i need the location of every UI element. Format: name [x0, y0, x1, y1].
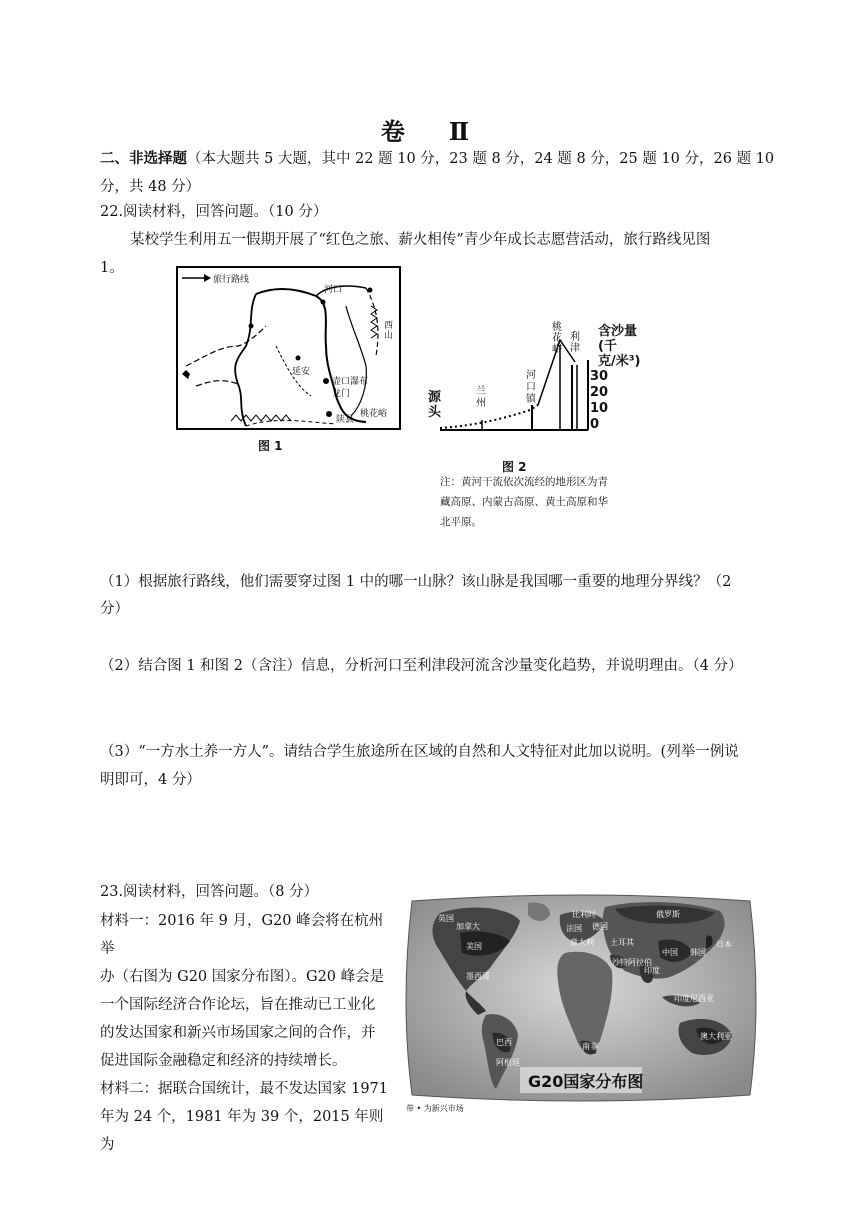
- country-label: 俄罗斯: [656, 910, 680, 919]
- fig2-note-line: 注：黄河干流依次流经的地形区为青: [440, 476, 608, 488]
- figure-2-sediment-profile: [420, 320, 650, 530]
- fig1-label-west-mountain: 西山: [384, 321, 394, 341]
- fig2-y-tick: 10: [590, 401, 609, 416]
- fig2-station-taohuayu: 桃花峪: [552, 322, 562, 355]
- country-label: 英国: [438, 914, 454, 923]
- country-label: 美国: [466, 942, 482, 951]
- fig2-station-lijin: 利津: [570, 332, 580, 354]
- fig2-y-tick: 0: [590, 417, 600, 432]
- fig2-station-source: 源头: [428, 390, 442, 420]
- q23-heading: 23.阅读材料，回答问题。（8 分）: [100, 884, 319, 900]
- q23-material-line: 材料一：2016 年 9 月，G20 峰会将在杭州举: [100, 913, 384, 957]
- fig2-note-line: 北平原。: [440, 516, 482, 528]
- g20-map-title: G20国家分布图: [528, 1072, 644, 1091]
- section-desc-line2: 分，共 48 分）: [100, 179, 201, 195]
- q22-sub3-line2: 明即可，4 分）: [100, 772, 201, 788]
- fig2-station-lanzhou: 兰州: [476, 386, 486, 409]
- fig1-label-hekou: 河口: [324, 285, 343, 295]
- country-label: 中国: [662, 948, 678, 957]
- country-label: 加拿大: [456, 922, 480, 931]
- country-label: 印度: [644, 966, 660, 975]
- q23-material-line: 的发达国家和新兴市场国家之间的合作，并: [100, 1025, 376, 1041]
- fig2-y-tick: 20: [590, 385, 609, 400]
- fig2-caption: 图 2: [502, 460, 527, 474]
- fig2-station-hekouzhen: 河口镇: [526, 370, 536, 405]
- country-label: 韩国: [690, 948, 706, 957]
- q23-material-text: [100, 907, 395, 1159]
- fig1-label-hukou: 壶口瀑布: [332, 377, 369, 387]
- country-label: 比利时: [572, 910, 596, 919]
- fig1-legend-label: 旅行路线: [213, 275, 250, 285]
- q22-heading: 22.阅读材料，回答问题。（10 分）: [100, 204, 328, 220]
- q23-material-line: 办（右图为 G20 国家分布图）。G20 峰会是: [100, 969, 385, 985]
- fig2-y-title-1: 含沙量(千: [598, 324, 638, 354]
- q22-sub1-line2: 分）: [100, 601, 129, 617]
- route-map-svg: [176, 266, 401, 452]
- q23-material-line: 一个国际经济合作论坛，旨在推动已工业化: [100, 997, 376, 1013]
- fig1-label-yanan: 延安: [292, 367, 311, 377]
- g20-world-map: [400, 893, 762, 1115]
- figure-1-route-map: [176, 266, 401, 452]
- g20-map-footnote: 带 • 为新兴市场: [406, 1104, 464, 1113]
- country-label: 墨西哥: [466, 972, 490, 981]
- section-heading: 二、非选择题: [100, 150, 187, 167]
- country-label: 印度尼西亚: [674, 994, 714, 1003]
- q22-sub3-line1: （3）“一方水土养一方人”。请结合学生旅途所在区域的自然和人文特征对此加以说明。(列举一例说: [100, 744, 739, 760]
- country-label: 日本: [716, 940, 732, 949]
- fig1-label-longmen: 龙门: [332, 389, 351, 399]
- q22-intro-line1: 某校学生利用五一假期开展了“红色之旅、薪火相传”青少年成长志愿营活动，旅行路线见图: [130, 232, 711, 248]
- country-label: 南非: [582, 1042, 598, 1051]
- country-label: 意大利: [570, 938, 594, 947]
- country-label: 阿根廷: [496, 1058, 520, 1067]
- fig1-label-taohuayu: 桃花峪: [360, 409, 388, 419]
- country-label: 沙特阿拉伯: [612, 958, 652, 967]
- q23-material-line: 年为 24 个，1981 年为 39 个，2015 年则为: [100, 1109, 384, 1153]
- page-title: 卷 Ⅱ: [380, 117, 480, 146]
- q22-sub2: （2）结合图 1 和图 2（含注）信息，分析河口至利津段河流含沙量变化趋势，并说明理由。（4 分）: [100, 658, 743, 674]
- q23-material-line: 促进国际金融稳定和经济的持续增长。: [100, 1053, 347, 1069]
- fig1-caption: 图 1: [258, 439, 283, 453]
- fig2-note-line: 藏高原、内蒙古高原、黄土高原和华: [440, 496, 608, 508]
- fig1-label-shanxian: 陕县: [336, 415, 355, 425]
- fig2-y-title-2: 克/米³): [598, 354, 641, 369]
- country-label: 澳大利亚: [700, 1032, 732, 1041]
- country-label: 巴西: [496, 1038, 512, 1047]
- q23-material-line: 材料二：据联合国统计，最不发达国家 1971: [100, 1081, 389, 1097]
- section-desc-line1: （本大题共 5 大题，其中 22 题 10 分，23 题 8 分，24 题 8 分，25 题 10 分，26 题 10: [187, 151, 775, 167]
- q22-intro-line2: 1。: [100, 260, 124, 276]
- section-heading-block: [100, 147, 780, 171]
- fig2-y-ticks: [590, 369, 608, 433]
- fig2-y-tick: 30: [590, 369, 609, 384]
- country-label: 法国: [566, 924, 582, 933]
- fig2-note: [440, 472, 645, 532]
- country-label: 土耳其: [610, 938, 634, 947]
- q22-sub1-line1: （1）根据旅行路线，他们需要穿过图 1 中的哪一山脉？该山脉是我国哪一重要的地理分界线？（2: [100, 574, 732, 590]
- country-label: 德国: [592, 922, 608, 931]
